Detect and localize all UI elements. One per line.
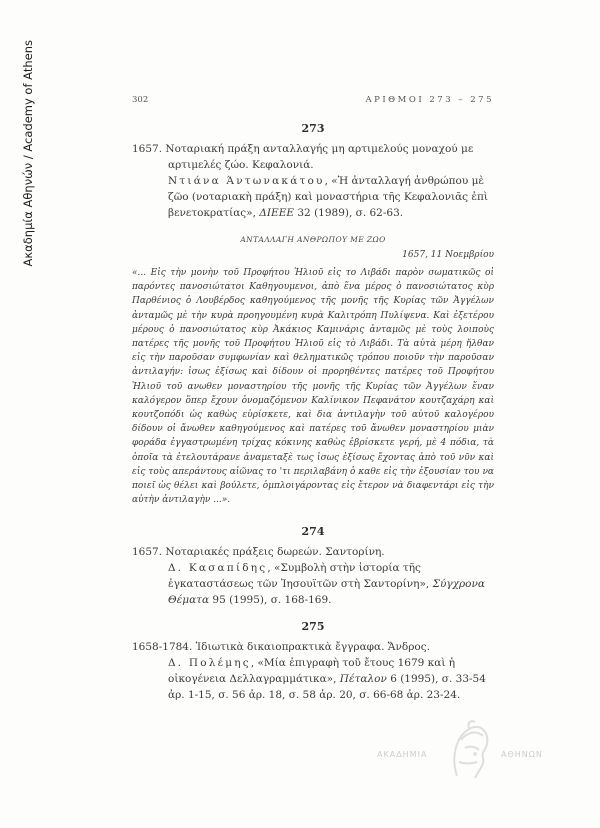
- entry-275-heading: 1658-1784. Ἰδιωτικὰ δικαιοπρακτικὰ ἔγγραφα. Ἄνδρος.: [132, 641, 430, 654]
- entry-275-pages: 6 (1995), σ. 33-54 ἀρ. 1-15, σ. 56 ἀρ. 18, σ. 58 ἀρ. 20, σ. 66-68 ἀρ. 23-24.: [168, 673, 486, 702]
- entry-274: [132, 544, 494, 608]
- entry-274-reference: [132, 560, 494, 608]
- entry-273-title: , «Ἡ ἀνταλλαγή ἀνθρώπου μὲ ζῶο (νοταριακὴ πράξη) καὶ μοναστήρια τῆς Κεφαλονιᾶς ἐπὶ βενετοκρατίας»,: [168, 175, 489, 219]
- entry-275: [132, 639, 494, 703]
- entry-273-pages: 32 (1989), σ. 62-63.: [294, 207, 404, 219]
- academy-watermark: [375, 718, 555, 788]
- entry-273: [132, 141, 494, 221]
- entry-273-heading: 1657. Νοταριακή πράξη ανταλλαγής μη αρτιμελούς μοναχού με αρτιμελές ζώο. Κεφαλονιά.: [132, 143, 474, 171]
- document-transcription: «... Εἰς τὴν μονὴν τοῦ Προφήτου Ἡλιοῦ εἰς το Λιβάδι παρὸν σωματικῶς οἱ παρόντες πανοσιώτατοι Καθηγουμενοι, ἀπὸ ἕνα μέρος ὁ πανοσιώτατος κὺρ Παρθένιος ὁ Λουβέρδος καθηγούμενος τῆς μονῆς τῆς Κυρίας τῶν Ἀγγέλων ἀνταμῶς μὲ τὴν κυρὰ προηγουμένη κυρὰ Καλιτρόπη Πυλίψενα. Καὶ ἐξετέρου μέρους ὁ πανοσιώτατος κὺρ Ἀκάκιος Καμινάρις ἀνταμῶς μὲ τοὺς λοιποὺς πατέρες τῆς μονῆς τοῦ Προφήτου Ἡλιοῦ εἰς τὸ Λιβάδι. Τὰ αὐτὰ μέρη ἤλθαν εἰς τὴν παροῦσαν συμφωνίαν καὶ θεληματικῶς τρόπου ποιοῦν τὴν παροῦσαν ἀντιλαγήν: ἰσως ἐξίσως καὶ δίδουν οἱ προρηθέντες πατέρες τοῦ Προφήτου Ἡλιοῦ τοῦ ανωθεν μοναστηρίου τῆς μονῆς τῆς Κυρίας τῶν Ἀγγέλων ἕναν καλόγερον ὅπερ ἔχουν ὀνομαζόμενον Καλίνικον Πεφανάτον κουτζαχάρη καὶ κουτζοπόδι ὡς καθὼς εὑρίσκετε, καὶ δια ἀντιλαγὴν τοῦ αὐτοῦ καλογέρου δίδουν οἱ ἄνωθεν καθηγούμενος καὶ πατέρες τοῦ ἄνωθεν μοναστηρίου μιὰν φοράδα ἐγγαστρωμένη τρίχας κόκινης καθὼς ἐβρίσκετε γερή, μὲ 4 πόδια, τὰ ὁποῖα τὰ ἐτελουτάρανε ἀναμεταξὲ τως ἰσως ἐξίσως ἔχοντας ἀπὸ τοῦ νῦν καὶ εἰς τοὺς απεράντους αἰῶνας το 'τι περιλαβάνη ὁ καθε εἰς τὴν ἐξουσίαν του να ποιεῖ ὡς θέλει καὶ βούλετε, ὁμπλοιγάροντας εἰς ἔτερον νὰ διαφεντάρι εἰς τὴν αὐτὴν ἀντιλαγὴν ...».: [132, 268, 494, 506]
- entry-273-reference: [132, 173, 494, 221]
- entry-274-heading: 1657. Νοταριακές πράξεις δωρεών. Σαντορίνη.: [132, 546, 385, 559]
- entry-number-273: 273: [301, 122, 325, 135]
- entry-274-author: Δ. Κασαπίδης: [168, 562, 268, 575]
- athena-head-icon: [445, 718, 495, 788]
- entry-number-274: 274: [301, 525, 325, 539]
- entry-275-author: Δ. Πολέμης: [168, 657, 251, 670]
- entry-273-author: Ντιάνα Άντωνακάτου: [168, 175, 325, 187]
- page-number: 302: [132, 95, 149, 105]
- document-date: 1657, 11 Νοεμβρίου: [402, 250, 494, 260]
- entry-273-journal: ΔΙΕΕΕ: [259, 207, 295, 219]
- side-label-text: Ακαδημία Αθηνών / Academy of Athens: [21, 40, 35, 267]
- entry-275-title: , «Μία ἐπιγραφὴ τοῦ ἔτους 1679 καὶ ἡ οἰκογένεια Δελλαγραμμάτικα»,: [168, 657, 456, 686]
- running-head-title: ΑΡΙΘΜΟΙ 273 – 275: [365, 95, 494, 105]
- entry-274-pages: 95 (1995), σ. 168-169.: [209, 594, 332, 607]
- entry-275-reference: [132, 655, 494, 703]
- page-body: [132, 112, 494, 703]
- entry-274-journal: Σύγχρονα Θέματα: [168, 578, 485, 607]
- archive-side-label: [20, 40, 36, 300]
- watermark-left-text: ΑΚΑΔΗΜΙΑ: [377, 750, 428, 759]
- running-head: [132, 95, 494, 105]
- entry-275-journal: Πέταλον: [339, 673, 387, 686]
- watermark-right-text: ΑΘΗΝΩΝ: [501, 750, 543, 759]
- document-title: ΑΝΤΑΛΛΑΓΗ ΑΝΘΡΩΠΟΥ ΜΕ ΖΩΟ: [240, 235, 386, 244]
- entry-274-title: , «Συμβολὴ στὴν ἱστορία τῆς ἐγκαταστάσεως τῶν Ἰησουϊτῶν στὴ Σαντορίνη»,: [168, 562, 430, 591]
- entry-number-275: 275: [301, 620, 325, 634]
